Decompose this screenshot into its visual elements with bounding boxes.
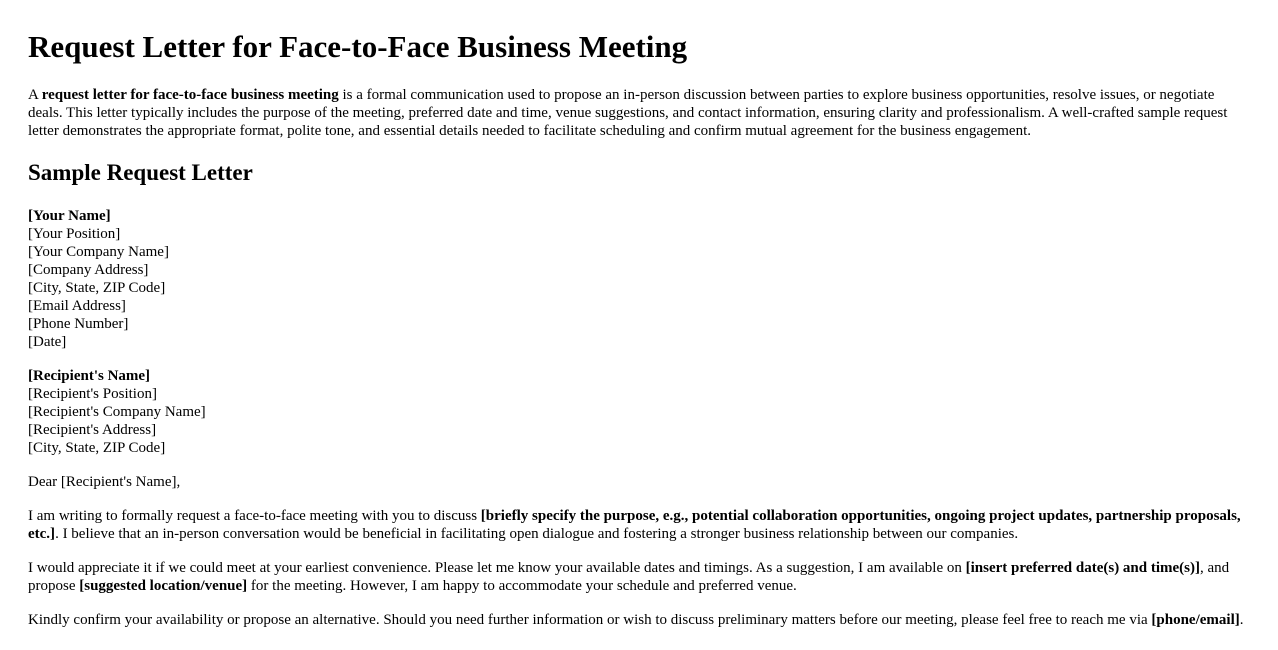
intro-prefix: A [28, 87, 42, 103]
body-paragraph-1 [28, 507, 1250, 543]
salutation: Dear [Recipient's Name], [28, 474, 181, 490]
p2-bold-date: [insert preferred date(s) and time(s)] [965, 560, 1201, 576]
body-paragraph-2 [28, 559, 1250, 595]
recipient-address: [Recipient's Address] [28, 422, 157, 438]
page-title: Request Letter for Face-to-Face Business Meeting [28, 29, 688, 64]
recipient-name: [Recipient's Name] [28, 368, 151, 384]
p2-text-a: I would appreciate it if we could meet at your earliest convenience. Please let me know your available dates and timings. As a suggestion, I am available on [28, 560, 966, 576]
p2-bold-venue: [suggested location/venue] [79, 578, 248, 594]
sender-name: [Your Name] [28, 208, 111, 224]
sender-company: [Your Company Name] [28, 244, 169, 260]
intro-rest: is a formal communication used to propose an in-person discussion between parties to explore business opportunities, resolve issues, or negotiate deals. This letter typically includes the purpose of the meeting, preferred date and time, venue suggestions, and contact information, ensuring clarity and professionalism. A well-crafted sample request letter demonstrates the appropriate format, polite tone, and essential details needed to facilitate scheduling and confirm mutual agreement for the business engagement. [28, 87, 1228, 139]
sender-phone: [Phone Number] [28, 316, 129, 332]
intro-paragraph [28, 86, 1250, 140]
p1-text-c: . I believe that an in-person conversation would be beneficial in facilitating open dialogue and fostering a stronger business relationship between our companies. [55, 526, 1019, 542]
section-title: Sample Request Letter [28, 160, 253, 185]
p1-text-a: I am writing to formally request a face-to-face meeting with you to discuss [28, 508, 481, 524]
recipient-company: [Recipient's Company Name] [28, 404, 206, 420]
p3-bold-contact: [phone/email] [1151, 612, 1240, 628]
p1-bold-purpose: [briefly specify the purpose, e.g., potential collaboration opportunities, ongoing project updates, partnership proposals, etc.] [28, 508, 1241, 542]
sender-address-block [28, 207, 169, 351]
p3-text-c: . [1239, 612, 1244, 628]
sender-city: [City, State, ZIP Code] [28, 280, 166, 296]
sender-position: [Your Position] [28, 226, 121, 242]
recipient-city: [City, State, ZIP Code] [28, 440, 166, 456]
p2-text-c: , and propose [28, 560, 1230, 594]
body-paragraph-3 [28, 611, 1250, 629]
p3-text-a: Kindly confirm your availability or propose an alternative. Should you need further information or wish to discuss preliminary matters before our meeting, please feel free to reach me via [28, 612, 1152, 628]
recipient-address-block [28, 367, 206, 457]
intro-bold-term: request letter for face-to-face business meeting [41, 87, 339, 103]
p2-text-e: for the meeting. However, I am happy to accommodate your schedule and preferred venue. [247, 578, 797, 594]
recipient-position: [Recipient's Position] [28, 386, 157, 402]
sender-email: [Email Address] [28, 298, 126, 314]
sender-date: [Date] [28, 334, 67, 350]
sender-address: [Company Address] [28, 262, 149, 278]
